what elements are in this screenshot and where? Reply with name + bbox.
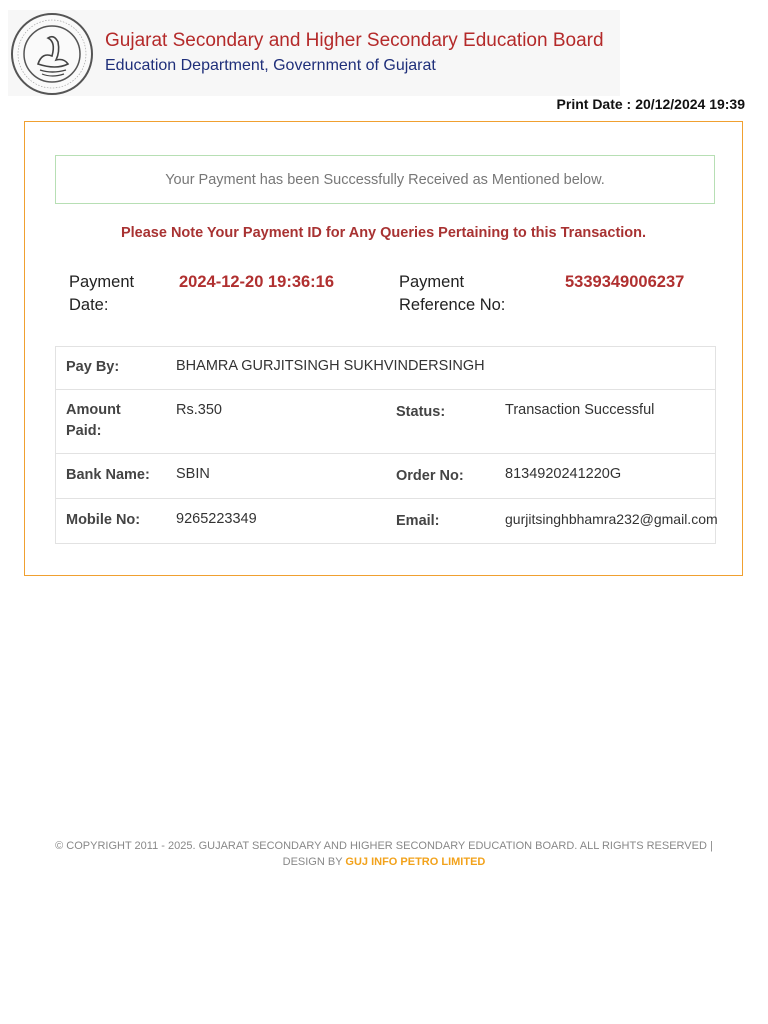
amount-paid-label-line2: Paid:	[66, 423, 102, 439]
status-label: Status:	[396, 404, 446, 420]
success-message-box	[55, 155, 715, 204]
row-divider	[384, 453, 495, 454]
payment-details-table	[55, 346, 716, 544]
board-title: Gujarat Secondary and Higher Secondary Education Board	[105, 30, 604, 51]
order-no-value: 8134920241220G	[505, 466, 622, 482]
payment-reference-label-line1: Payment	[399, 273, 465, 291]
row-divider	[56, 498, 384, 499]
design-company-link[interactable]: GUJ INFO PETRO LIMITED	[345, 856, 486, 868]
pay-by-value: BHAMRA GURJITSINGH SUKHVINDERSINGH	[176, 358, 485, 374]
bank-name-value: SBIN	[176, 466, 210, 482]
design-credit	[0, 854, 768, 870]
row-divider	[56, 389, 715, 390]
department-subtitle: Education Department, Government of Gujarat	[105, 57, 436, 74]
design-by-label: DESIGN BY	[282, 856, 343, 868]
payment-date-label-line2: Date:	[69, 296, 109, 314]
order-no-label: Order No:	[396, 468, 464, 484]
email-value: gurjitsinghbhamra232@gmail.com	[505, 511, 718, 527]
header-banner	[8, 10, 620, 96]
payment-date-label-line1: Payment	[69, 273, 135, 291]
mobile-no-label: Mobile No:	[66, 512, 141, 528]
print-date	[557, 96, 745, 112]
payment-reference-label	[399, 271, 505, 317]
amount-paid-value: Rs.350	[176, 402, 222, 418]
row-divider	[495, 453, 715, 454]
print-date-label: Print Date :	[556, 96, 632, 112]
amount-paid-label-line1: Amount	[66, 402, 121, 418]
row-divider	[56, 453, 384, 454]
amount-paid-label	[66, 400, 121, 442]
row-divider	[495, 498, 715, 499]
pay-by-label: Pay By:	[66, 359, 120, 375]
payment-id-note: Please Note Your Payment ID for Any Queries Pertaining to this Transaction.	[120, 225, 647, 241]
board-seal-emblem-icon	[10, 12, 94, 96]
print-date-value: 20/12/2024 19:39	[635, 96, 745, 112]
success-message: Your Payment has been Successfully Received as Mentioned below.	[165, 171, 605, 188]
payment-date-value: 2024-12-20 19:36:16	[179, 273, 335, 291]
email-label: Email:	[396, 513, 440, 529]
footer	[0, 838, 768, 870]
row-divider	[384, 498, 495, 499]
payment-reference-value: 5339349006237	[565, 273, 685, 291]
receipt-frame	[24, 121, 743, 576]
payment-date-label	[69, 271, 134, 317]
mobile-no-value: 9265223349	[176, 511, 257, 527]
payment-reference-label-line2: Reference No:	[399, 296, 506, 314]
copyright-text: © COPYRIGHT 2011 - 2025. GUJARAT SECONDARY AND HIGHER SECONDARY EDUCATION BOARD. ALL RIGHTS RESERVED |	[55, 840, 713, 852]
status-value: Transaction Successful	[505, 402, 655, 418]
bank-name-label: Bank Name:	[66, 467, 150, 483]
